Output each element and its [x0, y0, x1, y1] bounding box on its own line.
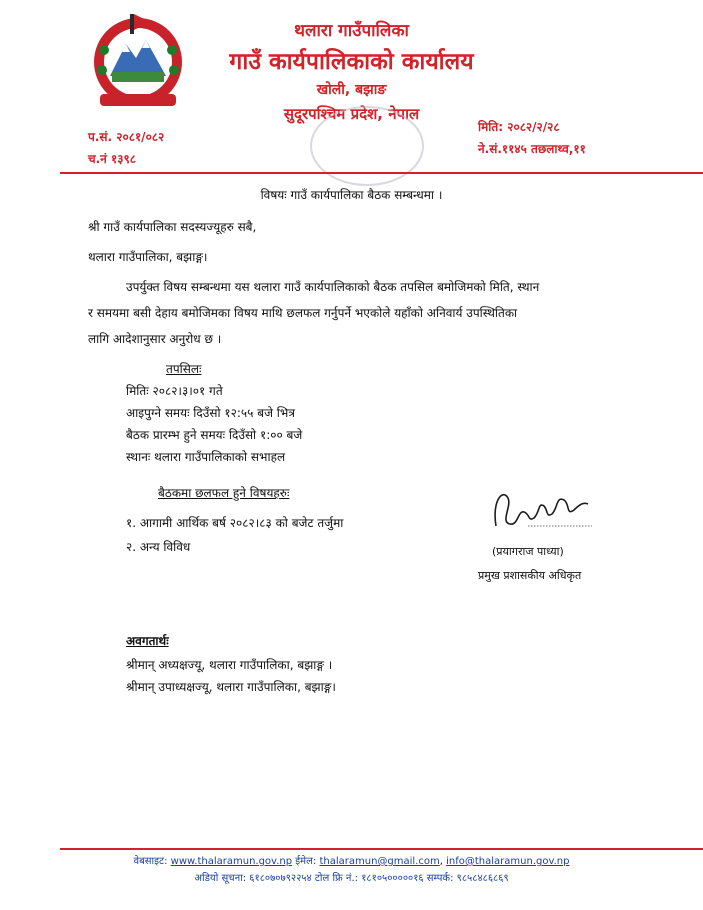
footer-divider: [60, 848, 703, 850]
email-link-2[interactable]: info@thalaramun.gov.np: [446, 856, 570, 867]
meeting-date: मितिः २०८२।३।०१ गते: [126, 384, 223, 398]
addressee-line-2: थलारा गाउँपालिका, बझाङ्ग।: [88, 250, 208, 264]
dispatch-number: च.नं १३९८: [88, 152, 136, 166]
email-label: ईमेल:: [295, 856, 317, 867]
header-divider: [60, 172, 703, 174]
ref-number: प.सं. २०८१/०८२: [88, 130, 165, 144]
body-line-2: र समयमा बसी देहाय बमोजिमका विषय माथि छलफल गर्नुपर्ने भएकोले यहाँको अनिवार्य उपस्थितिका: [88, 306, 518, 320]
start-time: बैठक प्रारम्भ हुने समयः दिउँसो १:०० बजे: [126, 428, 303, 442]
meeting-place: स्थानः थलारा गाउँपालिकाको सभाहल: [126, 450, 286, 464]
agenda-item: २. अन्य विविध: [126, 540, 191, 554]
office-name-line: थलारा गाउँपालिका: [294, 21, 409, 41]
signature: [488, 482, 598, 538]
nepal-sambat-date: ने.सं.११४५ तछलाथ्व,११: [478, 142, 586, 156]
addressee-line-1: श्री गाउँ कार्यपालिका सदस्यज्यूहरु सबै,: [88, 220, 257, 234]
email-separator: ,: [439, 856, 443, 867]
website-label: वेबसाइट:: [133, 856, 168, 867]
agenda-item: १. आगामी आर्थिक बर्ष २०८२।८३ को बजेट तर्जुमा: [126, 516, 344, 530]
office-stamp: [310, 106, 424, 186]
footer-contact: अडियो सूचना: ६१८०७०७९२२५४ टोल फ्रि नं.: १८१०५०००००१६ सम्पर्क: ९८५८४८६८६९: [194, 873, 509, 884]
office-province: सुदूरपश्चिम प्रदेश, नेपाल: [283, 105, 420, 123]
signer-name: (प्रयागराज पाध्या): [492, 545, 564, 558]
email-link-1[interactable]: thalaramun@gmail.com: [319, 856, 440, 867]
signer-title: प्रमुख प्रशासकीय अधिकृत: [478, 569, 582, 582]
details-heading: तपसिलः: [166, 362, 202, 376]
body-line-3: लागि आदेशानुसार अनुरोध छ ।: [88, 332, 222, 346]
website-link[interactable]: www.thalaramun.gov.np: [170, 856, 293, 867]
office-title: गाउँ कार्यपालिकाको कार्यालय: [229, 49, 474, 75]
office-location: खोली, बझाङ: [316, 82, 387, 98]
date-line: मिति: २०८२/२/२८: [478, 120, 560, 134]
cc-heading: अवगतार्थः: [126, 634, 169, 648]
arrival-time: आइपुग्ने समयः दिउँसो १२:५५ बजे भित्र: [126, 406, 295, 420]
cc-item: श्रीमान् अध्यक्षज्यू, थलारा गाउँपालिका, बझाङ्ग ।: [126, 658, 333, 672]
body-line-1: उपर्युक्त विषय सम्बन्धमा यस थलारा गाउँ कार्यपालिकाको बैठक तपसिल बमोजिमको मिति, स्थान: [126, 280, 540, 294]
subject-line: विषयः गाउँ कार्यपालिका बैठक सम्बन्धमा ।: [260, 188, 443, 202]
footer-links: [0, 853, 703, 867]
agenda-heading: बैठकमा छलफल हुने विषयहरुः: [158, 486, 290, 500]
cc-item: श्रीमान् उपाध्यक्षज्यू, थलारा गाउँपालिका, बझाङ्ग।: [126, 680, 336, 694]
